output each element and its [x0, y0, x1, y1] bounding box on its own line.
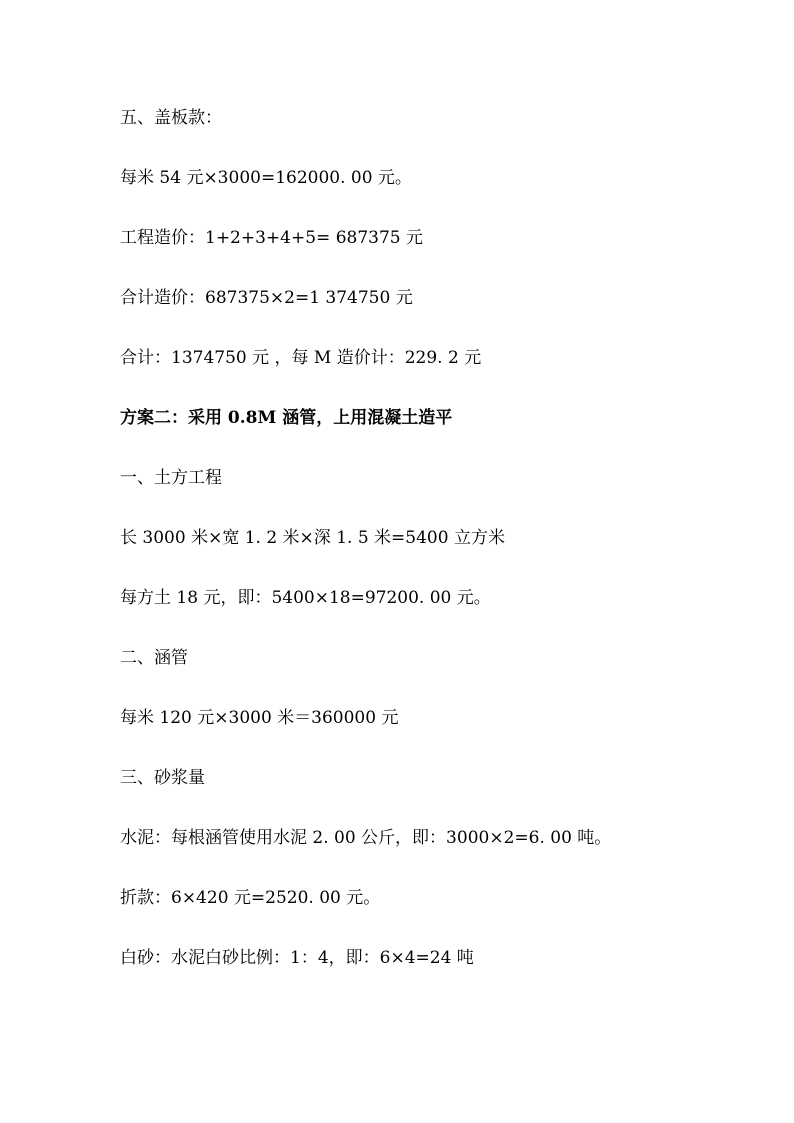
- total-per-meter-line: 合计：1374750 元 ，每 M 造价计：229. 2 元: [120, 348, 482, 368]
- cement-cost-line: 折款：6×420 元=2520. 00 元。: [120, 888, 381, 908]
- cover-plate-cost-line: 每米 54 元×3000=162000. 00 元。: [120, 168, 412, 188]
- earthwork-cost-line: 每方土 18 元，即：5400×18=97200. 00 元。: [120, 588, 491, 608]
- section-heading-earthwork: 一、土方工程: [120, 468, 222, 488]
- combined-cost-line: 合计造价：687375×2=1 374750 元: [120, 288, 413, 308]
- cement-amount-line: 水泥：每根涵管使用水泥 2. 00 公斤，即：3000×2=6. 00 吨。: [120, 828, 612, 848]
- sand-ratio-line: 白砂：水泥白砂比例：1：4，即：6×4=24 吨: [120, 948, 474, 968]
- section-heading-cover-plate: 五、盖板款：: [120, 108, 222, 128]
- section-heading-mortar: 三、砂浆量: [120, 768, 205, 788]
- plan-two-heading: 方案二：采用 0.8M 涵管，上用混凝土造平: [120, 408, 453, 428]
- section-heading-culvert: 二、涵管: [120, 648, 188, 668]
- earthwork-volume-line: 长 3000 米×宽 1. 2 米×深 1. 5 米=5400 立方米: [120, 528, 505, 548]
- project-cost-line: 工程造价：1+2+3+4+5= 687375 元: [120, 228, 424, 248]
- culvert-cost-line: 每米 120 元×3000 米＝360000 元: [120, 708, 399, 728]
